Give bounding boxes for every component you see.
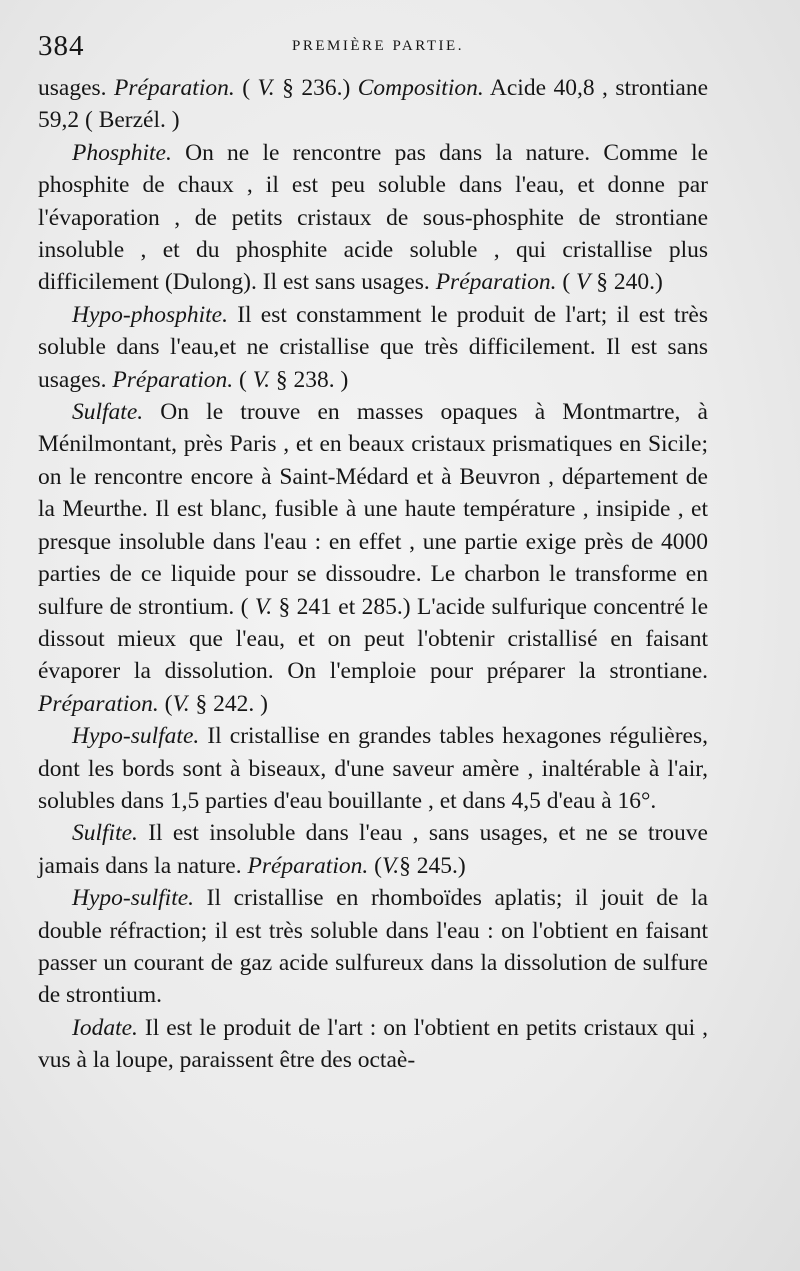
reference-v: V. [172, 690, 190, 717]
paragraph-hypo-phosphite [38, 299, 708, 396]
reference-v: V. [252, 366, 270, 393]
text-segment: Il est constamment le produit de l'art; il est très soluble dans l'eau,et ne cristallise que très difficilement. Il est sans usages. [38, 301, 708, 393]
text-segment: ( [556, 269, 577, 296]
reference-v: V. [254, 593, 273, 620]
text-segment: ( [368, 852, 382, 879]
reference-v: V. [257, 75, 275, 101]
text-segment: ( [158, 690, 173, 717]
text-segment: Il cristallise en rhomboïdes aplatis; il jouit de la double réfraction; il est très soluble dans l'eau : on l'obtient en faisant passer un courant de gaz acide sulfureux dans la dissolution de sulfure de strontium. [38, 885, 708, 1009]
label-preparation: Préparation. [112, 366, 234, 393]
label-preparation: Préparation. [38, 690, 159, 717]
text-segment: Acide 40,8 , strontiane 59,2 ( Berzél. ) [38, 75, 709, 134]
text-segment: usages. [38, 75, 114, 101]
entry-title-hypo-sulfate: Hypo-sulfate. [72, 723, 200, 750]
page-header [38, 30, 718, 66]
body-text [38, 72, 708, 1077]
paragraph-sulfate [38, 396, 708, 720]
text-segment: Il est insoluble dans l'eau , sans usages, et ne se trouve jamais dans la nature. [38, 820, 708, 879]
entry-title-phosphite: Phosphite. [72, 139, 172, 166]
paragraph-hypo-sulfate [38, 720, 708, 817]
text-segment: ( [234, 75, 258, 101]
text-segment: On ne le rencontre pas dans la nature. Comme le phosphite de chaux , il est peu soluble dans l'eau, et donne par l'évaporation , de petits cristaux de sous-phosphite de strontiane insoluble , et du phosphite acide soluble , qui cristallise plus difficilement (Dulong). Il est sans usages. [38, 139, 708, 296]
label-preparation: Préparation. [435, 269, 557, 296]
text-segment: Il cristallise en grandes tables hexagones régulières, dont les bords sont à biseaux, d'une saveur amère , inaltérable à l'air, solubles dans 1,5 parties d'eau bouillante , et dans 4,5 d'eau à 16°. [38, 723, 708, 814]
paragraph-hypo-sulfite [38, 882, 708, 1012]
text-segment: § 241 et 285.) L'acide sulfurique concentré le dissout mieux que l'eau, et on peut l'obtenir cristallisé en faisant évaporer la dissolution. On l'emploie pour préparer la strontiane. [38, 593, 708, 685]
reference-v: V. [381, 852, 400, 879]
paragraph-phosphite [38, 137, 708, 299]
entry-title-sulfite: Sulfite. [72, 820, 138, 847]
paragraph-sulfite [38, 817, 708, 882]
label-composition: Composition. [357, 75, 484, 101]
page-number: 384 [38, 30, 85, 62]
label-preparation: Préparation. [113, 75, 235, 101]
text-segment: § 236.) [274, 75, 358, 101]
text-segment: Il est le produit de l'art : on l'obtient en petits cristaux qui , vus à la loupe, paraissent être des octaè- [38, 1014, 708, 1074]
text-segment: ( [233, 366, 253, 393]
entry-title-hypo-phosphite: Hypo-phosphite. [72, 301, 228, 328]
entry-title-sulfate: Sulfate. [72, 399, 144, 426]
reference-v: V [576, 269, 591, 296]
text-segment: § 245.) [399, 852, 466, 879]
label-preparation: Préparation. [247, 852, 369, 879]
running-head: PREMIÈRE PARTIE. [292, 38, 464, 54]
text-segment: § 240.) [590, 269, 663, 296]
paragraph-iodate [38, 1012, 708, 1077]
text-segment: § 242. ) [189, 690, 268, 717]
text-segment: On le trouve en masses opaques à Montmartre, à Ménilmontant, près Paris , et en beaux cristaux prismatiques en Sicile; on le rencontre encore à Saint-Médard et à Beuvron , département de la Meurthe. Il est blanc, fusible à une haute température , insipide , et presque insoluble dans l'eau : en effet , une partie exige près de 4000 parties de ce liquide pour se dissoudre. Le charbon le transforme en sulfure de strontium. ( [38, 399, 708, 620]
entry-title-hypo-sulfite: Hypo-sulfite. [72, 885, 195, 912]
text-segment: § 238. ) [269, 366, 349, 393]
entry-title-iodate: Iodate. [72, 1014, 138, 1041]
paragraph-usages-continued [38, 72, 708, 137]
